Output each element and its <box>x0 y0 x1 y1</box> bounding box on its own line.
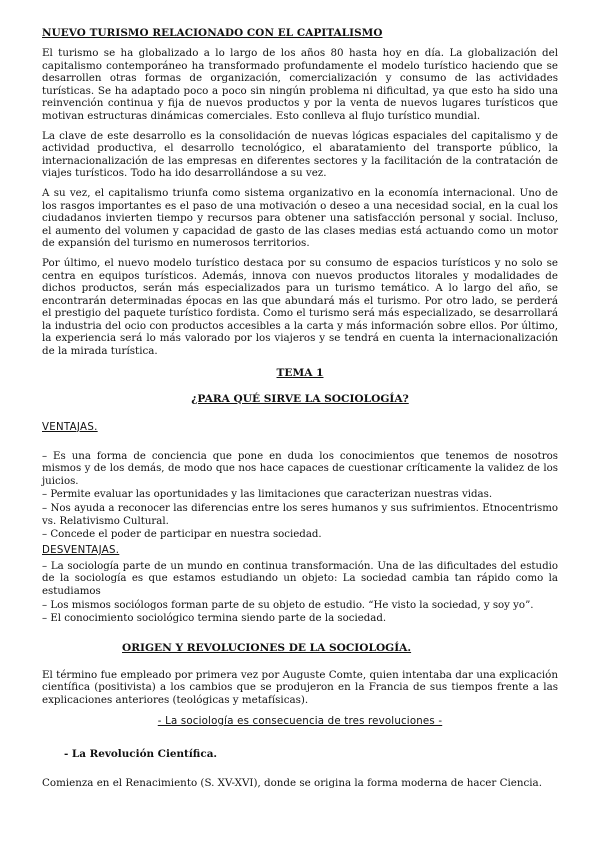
origen-title: ORIGEN Y REVOLUCIONES DE LA SOCIOLOGÍA. <box>122 641 412 654</box>
ventaja-item: – Es una forma de conciencia que pone en duda los conocimientos que tenemos de nosotros mismos y de los demás, de modo que nos hace capaces de cuestionar críticamente la validez de los juicios. <box>42 450 558 487</box>
document-page <box>42 26 558 789</box>
revolucion-cientifica-heading: - La Revolución Científica. <box>64 747 218 760</box>
tema-title: TEMA 1 <box>276 366 324 379</box>
paragraph-origen: El término fue empleado por primera vez por Auguste Comte, quien intentaba dar una explicación científica (positivista) a los cambios que se produjeron en la Francia de sus tiempos frente a las explicaciones anteriores (teológicas y metafísicas). <box>42 668 558 706</box>
document-heading: NUEVO TURISMO RELACIONADO CON EL CAPITALISMO <box>42 27 383 39</box>
paragraph-nuevo-modelo: Por último, el nuevo modelo turístico destaca por su consumo de espacios turísticos y no solo se centra en equipos turísticos. Además, innova con nuevos productos litorales y modalidades de dichos productos, serán más especializados para un turismo temático. A lo largo del año, se encontrarán determinadas épocas en las que abundará más el turismo. Por otro lado, se perderá el prestigio del paquete turístico fordista. Como el turismo será más especializado, se desarrollará la industria del ocio con productos accesibles a la carta y más información sobre ellos. Por último, la experiencia será lo más valorado por los viajeros y se tendrá en cuenta la internacionalización de la mirada turística. <box>42 256 558 358</box>
paragraph-capitalismo: A su vez, el capitalismo triunfa como sistema organizativo en la economía internacional. Uno de los rasgos importantes es el paso de una motivación o deseo a una necesidad social, en la cual los ciudadanos invierten tiempo y recursos para obtener una satisfacción personal y social. Incluso, el aumento del volumen y capacidad de gasto de las clases medias está actuando como un motor de expansión del turismo en numerosos territorios. <box>42 186 558 250</box>
desventajas-heading: DESVENTAJAS. <box>42 544 120 556</box>
ventajas-heading: VENTAJAS. <box>42 421 98 433</box>
section-title: ¿PARA QUÉ SIRVE LA SOCIOLOGÍA? <box>191 392 409 405</box>
ventaja-item: – Nos ayuda a reconocer las diferencias entre los seres humanos y sus sufrimientos. Etnocentrismo vs. Relativismo Cultural. <box>42 503 558 527</box>
desventaja-item: – El conocimiento sociológico termina siendo parte de la sociedad. <box>42 613 387 625</box>
desventaja-item: – La sociología parte de un mundo en continua transformación. Una de las dificultades del estudio de la sociología es que estamos estudiando un objeto: La sociedad cambia tan rápido como la estudiamos <box>42 560 558 597</box>
paragraph-globalizacion: El turismo se ha globalizado a lo largo de los años 80 hasta hoy en día. La globalización del capitalismo contemporáneo ha transformado profundamente el modelo turístico haciendo que se desarrollen otras formas de organización, comercialización y consumo de las actividades turísticas. Se ha adaptado poco a poco sin ningún problema ni dificultad, ya que esto ha sido una reinvención continua y fija de nuevos productos y por la venta de nuevos lugares turísticos que motivan estructuras dinámicas comerciales. Esto conlleva al flujo turístico mundial. <box>42 47 558 122</box>
ventaja-item: – Permite evaluar las oportunidades y las limitaciones que caracterizan nuestras vidas. <box>42 489 493 501</box>
desventaja-item: – Los mismos sociólogos forman parte de su objeto de estudio. “He visto la sociedad, y soy yo”. <box>42 599 534 611</box>
paragraph-renacimiento: Comienza en el Renacimiento (S. XV-XVI), donde se origina la forma moderna de hacer Ciencia. <box>42 776 542 789</box>
paragraph-clave-desarrollo: La clave de este desarrollo es la consolidación de nuevas lógicas espaciales del capitalismo y de actividad productiva, el desarrollo tecnológico, el abaratamiento del transporte público, la internacionalización de las empresas en diferentes sectores y la facilitación de la contratación de viajes turísticos. Todo ha ido desarrollándose a su vez. <box>42 129 558 180</box>
tres-revoluciones-subtitle: - La sociología es consecuencia de tres revoluciones - <box>157 715 443 727</box>
ventaja-item: – Concede el poder de participar en nuestra sociedad. <box>42 529 322 541</box>
